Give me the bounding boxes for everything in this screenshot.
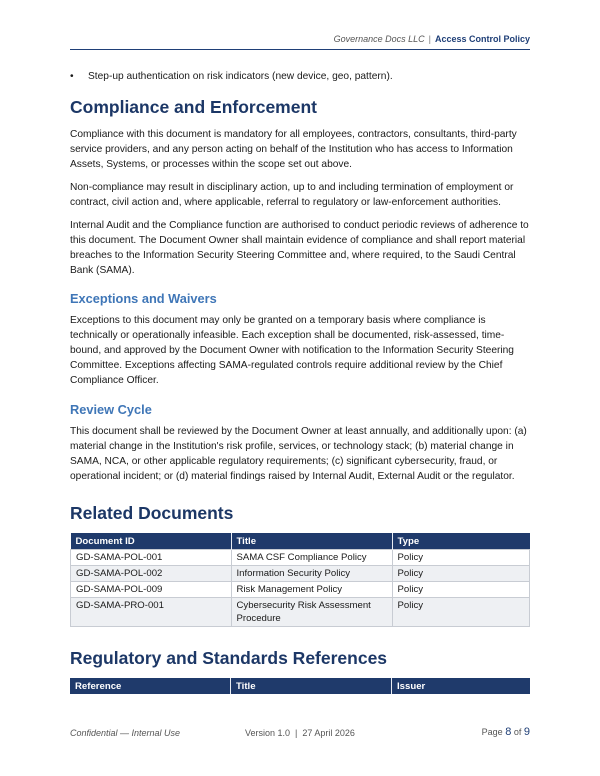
table-row bbox=[71, 566, 530, 582]
footer-version: Version 1.0 | 27 April 2026 bbox=[245, 728, 355, 738]
section-title-exceptions: Exceptions and Waivers bbox=[70, 291, 217, 306]
bullet-item bbox=[70, 70, 530, 84]
column-header: Type bbox=[392, 533, 530, 550]
section-title-compliance: Compliance and Enforcement bbox=[70, 97, 317, 117]
page-content bbox=[70, 70, 530, 694]
table-row bbox=[71, 598, 530, 627]
paragraph: Exceptions to this document may only be granted on a temporary basis where compliance is technically or operationally infeasible. Each exception shall be documented, risk-assessed, time-bound, and approved by the Document Owner with notification to the Information Security Steering Committee. Exceptions affecting SAMA-regulated controls require additional review by the Chief Compliance Officer. bbox=[70, 315, 514, 386]
header-company: Governance Docs LLC bbox=[333, 34, 425, 44]
table-header-row bbox=[70, 678, 530, 694]
table-cell: Policy bbox=[392, 550, 530, 566]
table-row bbox=[71, 550, 530, 566]
footer-total-pages: 9 bbox=[523, 726, 530, 738]
footer-page-prefix: Page bbox=[481, 727, 503, 737]
footer-page-number bbox=[482, 726, 530, 738]
table-cell: GD-SAMA-PRO-001 bbox=[71, 598, 232, 627]
section-title-regulatory: Regulatory and Standards References bbox=[70, 648, 388, 668]
footer-page-of: of bbox=[513, 727, 522, 737]
section-title-related: Related Documents bbox=[70, 503, 234, 523]
column-header: Issuer bbox=[392, 678, 531, 694]
paragraph: Compliance with this document is mandatory for all employees, contractors, consultants, third-party service providers, and any person acting on behalf of the Institution who has access to Information Assets, Systems, or processes within the scope set out above. bbox=[70, 129, 517, 170]
paragraph: Internal Audit and the Compliance function are authorised to conduct periodic reviews of adherence to this document. The Document Owner shall maintain evidence of compliance and shall report material breaches to the Information Security Steering Committee and, where required, to the Saudi Central Bank (SAMA). bbox=[70, 220, 529, 276]
section-review-cycle bbox=[70, 401, 530, 484]
table-cell: Risk Management Policy bbox=[231, 582, 392, 598]
section-related-documents bbox=[70, 502, 530, 627]
header-document-title: Access Control Policy bbox=[434, 34, 530, 44]
footer-current-page: 8 bbox=[505, 726, 512, 738]
section-title-review: Review Cycle bbox=[70, 402, 152, 417]
related-documents-table bbox=[70, 533, 530, 627]
table-cell: Information Security Policy bbox=[231, 566, 392, 582]
page-header bbox=[70, 34, 530, 50]
paragraph: This document shall be reviewed by the Document Owner at least annually, and additionally upon: (a) material change in the Institution's risk profile, services, or technology stack; (b) material change in SAMA, NCA, or other applicable regulatory requirements; (c) significant cybersecurity, fraud, or operational incident; or (d) material findings raised by Internal Audit, External Audit or the regulator. bbox=[70, 426, 527, 482]
header-separator: | bbox=[428, 34, 431, 44]
table-cell: Policy bbox=[392, 598, 530, 627]
paragraph: Non-compliance may result in disciplinary action, up to and including termination of employment or contract, civil action and, where applicable, referral to regulatory or law-enforcement authorities. bbox=[70, 182, 514, 208]
table-cell: GD-SAMA-POL-001 bbox=[71, 550, 232, 566]
column-header: Document ID bbox=[71, 533, 232, 550]
column-header: Title bbox=[231, 533, 392, 550]
table-cell: Policy bbox=[392, 566, 530, 582]
section-compliance bbox=[70, 96, 530, 278]
regulatory-references-table bbox=[70, 678, 530, 694]
table-cell: GD-SAMA-POL-002 bbox=[71, 566, 232, 582]
bullet-text: Step-up authentication on risk indicators (new device, geo, pattern). bbox=[88, 71, 393, 82]
table-cell: Policy bbox=[392, 582, 530, 598]
table-cell: GD-SAMA-POL-009 bbox=[71, 582, 232, 598]
footer-confidentiality: Confidential — Internal Use bbox=[70, 728, 181, 738]
bullet-dot-icon: • bbox=[70, 71, 74, 82]
table-header-row bbox=[71, 533, 530, 550]
table-cell: Cybersecurity Risk Assessment Procedure bbox=[231, 598, 392, 627]
section-regulatory-references bbox=[70, 647, 530, 694]
column-header: Title bbox=[231, 678, 392, 694]
column-header: Reference bbox=[70, 678, 231, 694]
table-cell: SAMA CSF Compliance Policy bbox=[231, 550, 392, 566]
table-row bbox=[71, 582, 530, 598]
section-exceptions bbox=[70, 290, 530, 388]
